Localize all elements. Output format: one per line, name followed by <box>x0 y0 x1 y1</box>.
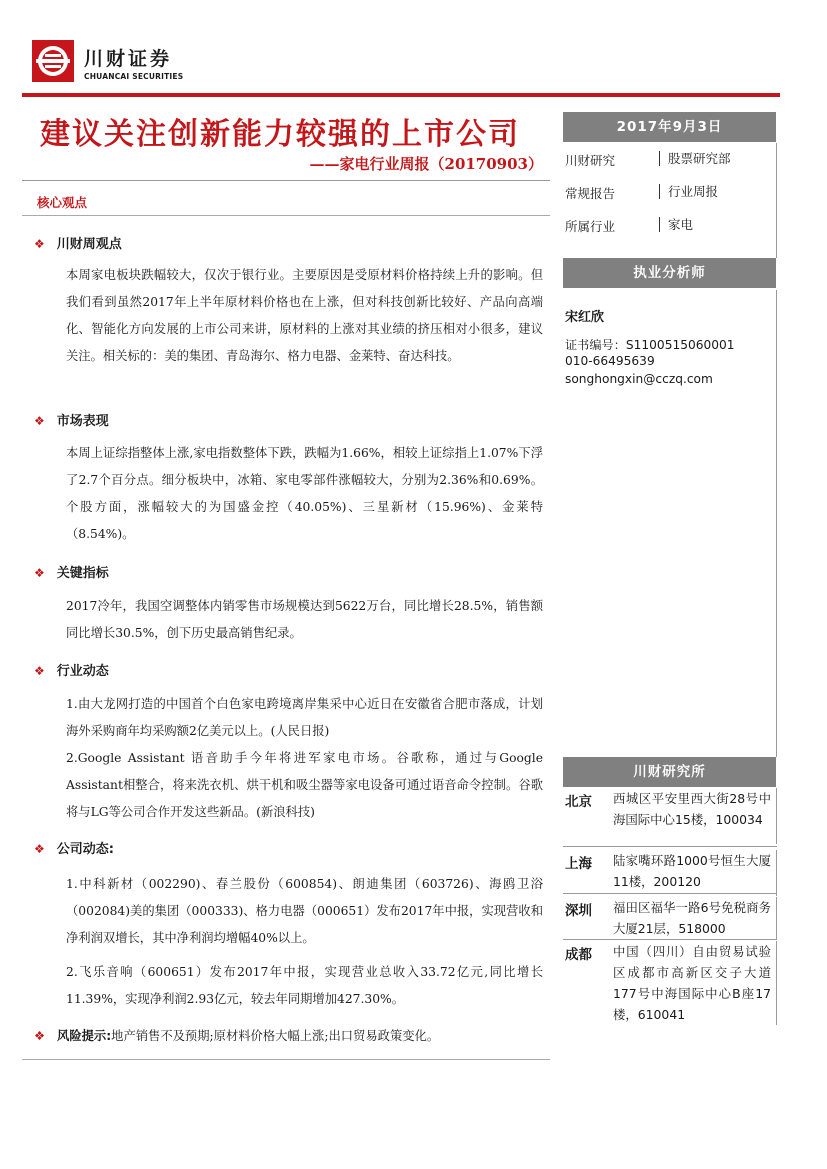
info-key: 所属行业 <box>565 219 616 234</box>
section-body <box>66 593 543 647</box>
analyst-header: 执业分析师 <box>563 258 776 288</box>
report-date: 2017年9月3日 <box>563 112 776 142</box>
office-chengdu <box>563 941 777 1025</box>
analyst-email[interactable]: songhongxin@cczq.com <box>565 372 713 386</box>
section-body <box>66 871 543 1013</box>
office-city: 上海 <box>565 856 592 872</box>
risk-note: ❖ 风险提示:地产销售不及预期;原材料价格大幅上涨;出口贸易政策变化。 <box>34 1029 440 1043</box>
brand-name: 川财证券 <box>84 48 173 70</box>
info-value: 股票研究部 <box>659 151 731 166</box>
paragraph: 2.Google Assistant 语音助手今年将进军家电市场。谷歌称，通过与Google Assistant相整合，将来洗衣机、烘干机和吸尘器等家电设备可通过语音命令控制。谷歌将与LG等公司合作开发这些新品。(新浪科技) <box>66 751 543 819</box>
report-subtitle: ——家电行业周报（20170903） <box>309 155 543 173</box>
analyst-card <box>563 290 777 757</box>
chuancai-logo-icon <box>32 40 74 82</box>
section-heading: ❖ 川财周观点 <box>34 237 122 252</box>
info-row <box>563 209 776 242</box>
diamond-bullet-icon: ❖ <box>34 664 45 678</box>
analyst-phone: 010-66495639 <box>565 354 655 368</box>
header-bar <box>22 93 780 97</box>
paragraph: 1.由大龙网打造的中国首个白色家电跨境离岸集采中心近日在安徽省合肥市落成，计划海外采购商年均采购额2亿美元以上。(人民日报) <box>66 697 543 738</box>
paragraph: 本周上证综指整体上涨,家电指数整体下跌，跌幅为1.66%，相较上证综指上1.07%下浮了2.7个百分点。细分板块中，冰箱、家电零部件涨幅较大，分别为2.36%和0.69%。个股方面，涨幅较大的为国盛金控（40.05%)、三星新材（15.96%)、金莱特（8.54%)。 <box>66 446 543 541</box>
brand-name-en: CHUANCAI SECURITIES <box>84 72 184 81</box>
diamond-bullet-icon: ❖ <box>34 566 45 580</box>
paragraph: 2017冷年，我国空调整体内销零售市场规模达到5622万台，同比增长28.5%，销售额同比增长30.5%，创下历史最高销售纪录。 <box>66 599 543 640</box>
divider <box>563 846 777 847</box>
office-city: 成都 <box>565 947 592 963</box>
divider <box>563 939 777 940</box>
analyst-cert: 证书编号：S1100515060001 <box>565 338 735 352</box>
info-key: 常规报告 <box>565 186 616 201</box>
info-value: 行业周报 <box>659 184 718 199</box>
info-key: 川财研究 <box>565 153 616 168</box>
section-body <box>66 440 543 548</box>
office-address: 西城区平安里西大街28号中海国际中心15楼，100034 <box>613 791 771 827</box>
divider <box>22 1059 550 1060</box>
section-heading: ❖ 行业动态 <box>34 664 109 679</box>
diamond-bullet-icon: ❖ <box>34 414 45 428</box>
paragraph: 2.飞乐音响（600651）发布2017年中报，实现营业总收入33.72亿元,同比增长11.39%，实现净利润2.93亿元，较去年同期增加427.30%。 <box>66 965 543 1006</box>
info-value: 家电 <box>659 217 693 232</box>
office-city: 北京 <box>565 794 592 810</box>
office-shanghai <box>563 850 777 896</box>
report-info <box>563 143 777 258</box>
institute-header: 川财研究所 <box>563 757 776 787</box>
office-address: 福田区福华一路6号免税商务大厦21层，518000 <box>613 900 771 936</box>
office-shenzhen <box>563 897 777 939</box>
section-body <box>66 262 543 370</box>
report-title: 建议关注创新能力较强的上市公司 <box>40 117 520 152</box>
analyst-name: 宋红欣 <box>565 310 605 325</box>
paragraph: 本周家电板块跌幅较大，仅次于银行业。主要原因是受原材料价格持续上升的影响。但我们看到虽然2017年上半年原材料价格也在上涨，但对科技创新比较好、产品向高端化、智能化方向发展的上市公司来讲，原材料的上涨对其业绩的挤压相对小很多，建议关注。相关标的：美的集团、青岛海尔、格力电器、金莱特、奋达科技。 <box>66 268 543 363</box>
office-address: 中国（四川）自由贸易试验区成都市高新区交子大道177号中海国际中心B座17楼，610041 <box>613 944 771 1022</box>
info-row <box>563 176 776 209</box>
office-city: 深圳 <box>565 903 592 919</box>
office-beijing <box>563 788 777 844</box>
diamond-bullet-icon: ❖ <box>34 842 45 856</box>
divider <box>22 215 550 216</box>
divider <box>563 893 777 894</box>
section-body <box>66 691 543 826</box>
paragraph: 1.中科新材（002290)、春兰股份（600854)、朗迪集团（603726)、海鸥卫浴（002084)美的集团（000333)、格力电器（000651）发布2017年中报，实现营收和净利润双增长，其中净利润均增幅40%以上。 <box>66 877 543 945</box>
diamond-bullet-icon: ❖ <box>34 1029 46 1043</box>
divider <box>22 180 550 181</box>
core-views-label: 核心观点 <box>37 195 88 210</box>
diamond-bullet-icon: ❖ <box>34 237 45 251</box>
office-address: 陆家嘴环路1000号恒生大厦11楼，200120 <box>613 853 771 889</box>
section-heading: ❖ 市场表现 <box>34 414 109 429</box>
section-heading: ❖ 关键指标 <box>34 566 109 581</box>
section-heading: ❖ 公司动态: <box>34 842 114 857</box>
info-row <box>563 143 776 176</box>
